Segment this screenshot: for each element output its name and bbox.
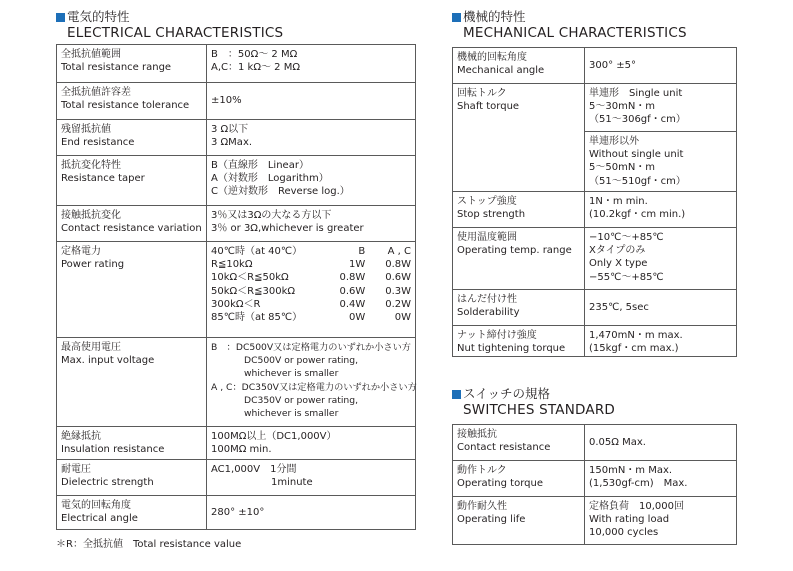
- blue-square-icon: [452, 13, 461, 22]
- power-condition: 85℃時（at 85℃）: [211, 312, 303, 324]
- row-key-jp: 使用温度範囲: [457, 232, 517, 243]
- row-value: （51〜306gf・cm）: [589, 114, 686, 126]
- table-row: [453, 461, 737, 497]
- power-header-ac: A , C: [387, 246, 412, 257]
- table-row: [57, 242, 416, 338]
- switches-title-jp: スイッチの規格: [463, 386, 551, 401]
- table-row: [453, 228, 737, 290]
- row-value: Without single unit: [589, 149, 684, 161]
- row-key-jp: 動作耐久性: [457, 501, 507, 512]
- row-key-en: Solderability: [457, 307, 520, 319]
- row-value: (10.2kgf・cm min.): [589, 209, 686, 221]
- row-key-jp: ナット締付け強度: [457, 330, 537, 341]
- power-b: 0.8W: [339, 272, 366, 284]
- blue-square-icon: [452, 390, 461, 399]
- row-value: 3 ΩMax.: [211, 137, 253, 149]
- row-value: 100MΩ以上（DC1,000V）: [211, 431, 337, 442]
- row-key-jp: 残留抵抗値: [61, 124, 111, 135]
- switches-table: [452, 424, 737, 545]
- mechanical-section-title: [452, 9, 687, 42]
- row-value: A（対数形 Logarithm）: [211, 173, 329, 185]
- row-value: 100MΩ min.: [211, 444, 272, 456]
- row-key-jp: 接触抵抗変化: [61, 210, 121, 221]
- electrical-section-title: [56, 9, 283, 42]
- voltage-ac-line: DC350V又は定格電力のいずれか小さい方: [241, 381, 417, 393]
- row-value: 0.05Ω Max.: [589, 436, 646, 448]
- mechanical-title-en: MECHANICAL CHARACTERISTICS: [463, 25, 687, 41]
- row-key-en: Electrical angle: [61, 513, 138, 525]
- row-value: 1N・m min.: [589, 196, 648, 207]
- row-key-en: Shaft torque: [457, 101, 520, 113]
- voltage-ac-label: A , C：: [211, 381, 242, 393]
- voltage-b-line: whichever is smaller: [244, 368, 339, 380]
- power-condition: 300kΩ＜R: [211, 298, 261, 310]
- voltage-ac-line: DC350V or power rating,: [244, 394, 359, 406]
- power-row: [211, 311, 411, 324]
- row-key-en: End resistance: [61, 137, 135, 149]
- row-key-jp: 動作トルク: [457, 465, 507, 476]
- table-row: [57, 427, 416, 460]
- power-header-b: B: [358, 246, 366, 257]
- row-value: 3％又は3Ωの大なる方以下: [211, 210, 332, 221]
- power-row: [211, 271, 411, 284]
- row-value: 5〜30mN・m: [589, 101, 656, 113]
- row-value: 280° ±10°: [211, 506, 265, 518]
- power-ac: 0W: [394, 312, 412, 324]
- power-ac: 0.3W: [385, 285, 412, 297]
- power-row: [211, 258, 411, 271]
- power-condition: R≦10kΩ: [211, 259, 253, 271]
- row-value: 235℃, 5sec: [589, 301, 649, 313]
- row-value: 10,000 cycles: [589, 527, 659, 539]
- power-condition: 10kΩ＜R≦50kΩ: [211, 272, 289, 284]
- row-key-en: Total resistance tolerance: [61, 100, 190, 112]
- row-key-en: Dielectric strength: [61, 477, 154, 489]
- table-row: [57, 45, 416, 83]
- row-value: (15kgf・cm max.): [589, 343, 679, 355]
- power-b: 1W: [349, 259, 366, 271]
- row-key-en: Insulation resistance: [61, 444, 165, 456]
- row-key-jp: ストップ強度: [457, 196, 517, 207]
- table-row: [453, 425, 737, 461]
- table-row: [57, 460, 416, 496]
- row-key-jp: 電気的回転角度: [61, 500, 131, 511]
- row-key-en: Resistance taper: [61, 173, 145, 185]
- row-value: −10℃〜+85℃: [589, 232, 664, 243]
- power-b: 0.6W: [339, 285, 366, 297]
- row-key-en: Mechanical angle: [457, 65, 545, 77]
- power-header-condition: 40℃時（at 40℃）: [211, 246, 303, 257]
- power-ac: 0.2W: [385, 298, 412, 310]
- row-value: 150mN・m Max.: [589, 465, 673, 476]
- row-value: ±10%: [211, 95, 242, 107]
- row-key-jp: 全抵抗値範囲: [61, 49, 121, 60]
- power-b: 0.4W: [339, 298, 366, 310]
- table-row: [453, 290, 737, 326]
- power-condition: 50kΩ＜R≦300kΩ: [211, 285, 296, 297]
- row-key-jp: 耐電圧: [61, 464, 91, 475]
- row-key-en: Nut tightening torque: [457, 343, 566, 355]
- footnote: ＊R：全抵抗値 Total resistance value: [56, 539, 242, 550]
- table-row: [57, 206, 416, 242]
- row-value: B ：50Ω〜 2 MΩ: [211, 49, 298, 60]
- row-value: 単連形以外: [589, 136, 639, 147]
- voltage-ac-line: whichever is smaller: [244, 408, 339, 420]
- power-row: [211, 285, 411, 298]
- row-value: 単連形 Single unit: [589, 88, 683, 99]
- row-key-en: Contact resistance: [457, 442, 551, 454]
- electrical-title-jp: 電気的特性: [67, 9, 130, 24]
- table-row: [57, 496, 416, 530]
- row-key-en: Stop strength: [457, 209, 526, 221]
- row-key-jp: 全抵抗値許容差: [61, 87, 131, 98]
- switches-title-en: SWITCHES STANDARD: [463, 402, 615, 418]
- power-row: [211, 298, 411, 311]
- power-ac: 0.8W: [385, 259, 412, 271]
- table-row: [453, 84, 737, 132]
- row-value: 3 Ω以下: [211, 124, 249, 135]
- row-key-en: Contact resistance variation: [61, 223, 202, 235]
- row-value: C（逆対数形 Reverse log.）: [211, 186, 350, 198]
- table-row: [57, 120, 416, 156]
- row-value: Xタイプのみ: [589, 245, 646, 257]
- row-value: (1,530gf-cm) Max.: [589, 478, 688, 490]
- row-key-en: Operating torque: [457, 478, 543, 490]
- table-row: [57, 338, 416, 427]
- power-b: 0W: [349, 312, 366, 324]
- table-row: [453, 192, 737, 228]
- row-value: 1minute: [271, 477, 313, 489]
- table-row: [453, 48, 737, 84]
- row-key-jp: 最高使用電圧: [61, 342, 121, 353]
- row-value: 3％ or 3Ω,whichever is greater: [211, 223, 364, 235]
- row-key-jp: 機械的回転角度: [457, 52, 527, 63]
- row-value: A,C：1 kΩ〜 2 MΩ: [211, 62, 300, 74]
- electrical-title-en: ELECTRICAL CHARACTERISTICS: [67, 25, 284, 41]
- table-row: [453, 326, 737, 357]
- table-row: [57, 83, 416, 120]
- row-key-en: Operating temp. range: [457, 245, 572, 257]
- voltage-b-label: B ：: [211, 342, 236, 353]
- row-key-jp: 抵抗変化特性: [61, 160, 121, 171]
- row-value: （51〜510gf・cm）: [589, 175, 686, 187]
- row-key-en: Power rating: [61, 259, 125, 271]
- power-ac: 0.6W: [385, 272, 412, 284]
- row-key-jp: はんだ付け性: [457, 294, 517, 305]
- row-value: 1,470mN・m max.: [589, 330, 683, 341]
- row-value: With rating load: [589, 514, 670, 526]
- row-key-jp: 定格電力: [61, 246, 101, 257]
- row-key-jp: 回転トルク: [457, 88, 507, 99]
- row-value: 300° ±5°: [589, 59, 637, 71]
- table-row: [57, 156, 416, 206]
- row-key-en: Operating life: [457, 514, 526, 526]
- row-key-jp: 接触抵抗: [457, 429, 497, 440]
- switches-section-title: [452, 386, 615, 419]
- table-row: [453, 497, 737, 545]
- electrical-table: [56, 44, 416, 530]
- power-header-row: [211, 245, 411, 258]
- row-value: −55℃〜+85℃: [589, 271, 664, 283]
- row-value: AC1,000V 1分間: [211, 464, 297, 475]
- row-key-jp: 絶縁抵抗: [61, 431, 101, 442]
- voltage-b-line: DC500V or power rating,: [244, 355, 359, 367]
- row-value: 定格負荷 10,000回: [589, 501, 684, 512]
- row-key-en: Total resistance range: [61, 62, 172, 74]
- mechanical-table: [452, 47, 737, 357]
- blue-square-icon: [56, 13, 65, 22]
- row-key-en: Max. input voltage: [61, 355, 155, 367]
- voltage-b-line: DC500V又は定格電力のいずれか小さい方: [235, 342, 411, 353]
- mechanical-title-jp: 機械的特性: [463, 9, 526, 24]
- row-value: 5〜50mN・m: [589, 162, 656, 174]
- row-value: B（直線形 Linear）: [211, 160, 309, 171]
- row-value: Only X type: [589, 258, 648, 270]
